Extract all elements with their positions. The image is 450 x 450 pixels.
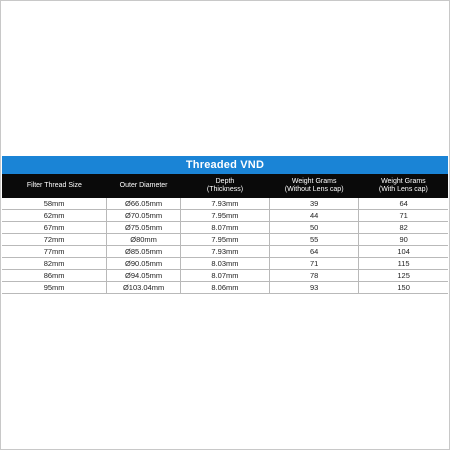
table-row — [2, 198, 448, 210]
spec-table — [2, 174, 448, 294]
cell-outer-diameter: Ø85.05mm — [107, 246, 181, 258]
cell-weight-without-cap: 78 — [270, 270, 359, 282]
cell-depth: 8.06mm — [180, 282, 269, 294]
cell-weight-with-cap: 82 — [359, 222, 448, 234]
cell-filter-thread-size: 86mm — [2, 270, 107, 282]
cell-filter-thread-size: 62mm — [2, 210, 107, 222]
header-row — [2, 174, 448, 198]
cell-filter-thread-size: 95mm — [2, 282, 107, 294]
cell-outer-diameter: Ø94.05mm — [107, 270, 181, 282]
cell-depth: 8.03mm — [180, 258, 269, 270]
spec-table-container — [2, 156, 448, 294]
cell-filter-thread-size: 82mm — [2, 258, 107, 270]
cell-weight-without-cap: 55 — [270, 234, 359, 246]
cell-weight-with-cap: 115 — [359, 258, 448, 270]
table-title: Threaded VND — [2, 156, 448, 174]
header-weight-without-cap: Weight Grams (Without Lens cap) — [284, 178, 344, 193]
cell-weight-without-cap: 50 — [270, 222, 359, 234]
cell-weight-with-cap: 90 — [359, 234, 448, 246]
table-row — [2, 258, 448, 270]
cell-depth: 7.95mm — [180, 234, 269, 246]
header-filter-thread-size: Filter Thread Size — [26, 182, 82, 189]
table-body — [2, 198, 448, 294]
table-header — [2, 174, 448, 198]
cell-depth: 7.93mm — [180, 246, 269, 258]
table-row — [2, 246, 448, 258]
header-depth: Depth (Thickness) — [206, 178, 244, 193]
table-row — [2, 210, 448, 222]
cell-outer-diameter: Ø70.05mm — [107, 210, 181, 222]
table-row — [2, 270, 448, 282]
cell-weight-with-cap: 71 — [359, 210, 448, 222]
cell-filter-thread-size: 72mm — [2, 234, 107, 246]
cell-depth: 7.93mm — [180, 198, 269, 210]
cell-weight-without-cap: 44 — [270, 210, 359, 222]
table-row — [2, 234, 448, 246]
cell-filter-thread-size: 58mm — [2, 198, 107, 210]
cell-outer-diameter: Ø75.05mm — [107, 222, 181, 234]
table-row — [2, 282, 448, 294]
cell-filter-thread-size: 67mm — [2, 222, 107, 234]
cell-outer-diameter: Ø80mm — [107, 234, 181, 246]
cell-filter-thread-size: 77mm — [2, 246, 107, 258]
cell-weight-without-cap: 64 — [270, 246, 359, 258]
cell-depth: 7.95mm — [180, 210, 269, 222]
cell-weight-with-cap: 64 — [359, 198, 448, 210]
cell-weight-with-cap: 125 — [359, 270, 448, 282]
cell-weight-without-cap: 71 — [270, 258, 359, 270]
cell-outer-diameter: Ø66.05mm — [107, 198, 181, 210]
cell-weight-without-cap: 39 — [270, 198, 359, 210]
cell-depth: 8.07mm — [180, 270, 269, 282]
cell-weight-with-cap: 150 — [359, 282, 448, 294]
cell-outer-diameter: Ø103.04mm — [107, 282, 181, 294]
header-outer-diameter: Outer Diameter — [119, 182, 168, 189]
header-weight-with-cap: Weight Grams (With Lens cap) — [378, 178, 428, 193]
cell-outer-diameter: Ø90.05mm — [107, 258, 181, 270]
cell-depth: 8.07mm — [180, 222, 269, 234]
cell-weight-with-cap: 104 — [359, 246, 448, 258]
table-row — [2, 222, 448, 234]
cell-weight-without-cap: 93 — [270, 282, 359, 294]
